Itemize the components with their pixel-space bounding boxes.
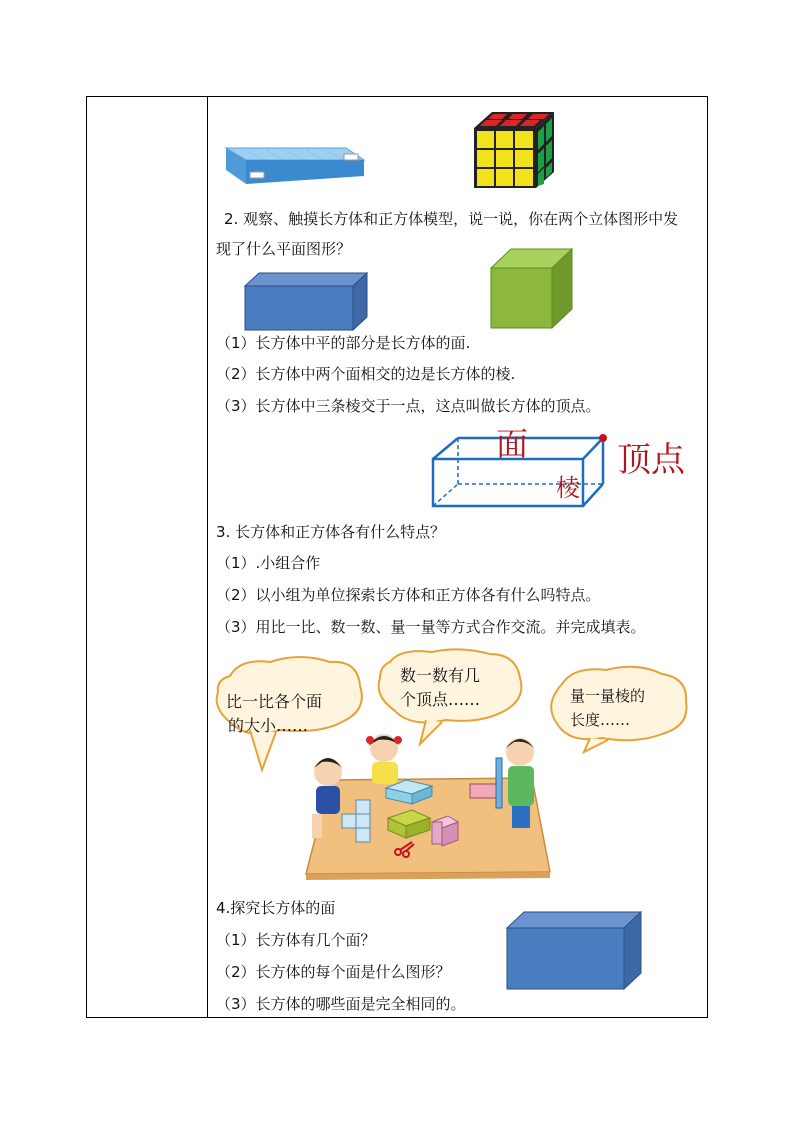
- section4-item-2: （2）长方体的每个面是什么图形？: [216, 963, 451, 981]
- bubble-left-line2: 的大小……: [228, 716, 309, 735]
- cuboid-image: [243, 272, 369, 332]
- section3-item-3: （3）用比一比、数一数、量一量等方式合作交流。并完成填表。: [216, 618, 646, 636]
- bubble-left-line1: 比一比各个面: [226, 692, 323, 711]
- face-label: 面: [496, 425, 529, 463]
- section2-question-line1: 2. 观察、触摸长方体和正方体模型，说一说，你在两个立体图形中发: [224, 210, 679, 228]
- bubble-right-line2: 长度……: [570, 711, 631, 729]
- bubble-right-line1: 量一量棱的: [570, 687, 646, 705]
- mattress-image: [216, 126, 366, 196]
- bubble-middle-line2: 个顶点……: [400, 690, 481, 709]
- section4-title: 4.探究长方体的面: [216, 899, 336, 917]
- edge-label: 棱: [556, 474, 580, 502]
- section3-item-1: （1）.小组合作: [216, 554, 321, 572]
- section2-question-line2: 现了什么平面图形？: [216, 240, 352, 258]
- cuboid-image-2: [505, 911, 643, 991]
- section2-item-2: （2）长方体中两个面相交的边是长方体的棱.: [216, 365, 516, 383]
- section2-item-3: （3）长方体中三条棱交于一点，这点叫做长方体的顶点。: [216, 397, 601, 415]
- left-column: [87, 97, 208, 1017]
- vertex-dot: [599, 434, 607, 442]
- vertex-label: 顶点: [617, 440, 685, 480]
- child-middle: [366, 734, 402, 784]
- section3-question: 3. 长方体和正方体各有什么特点？: [216, 523, 446, 541]
- bubble-middle-line1: 数一数有几: [400, 666, 481, 685]
- section3-item-2: （2）以小组为单位探索长方体和正方体各有什么吗特点。: [216, 586, 601, 604]
- rubiks-cube-image: [474, 110, 554, 190]
- section4-item-3: （3）长方体的哪些面是完全相同的。: [216, 995, 466, 1013]
- section4-item-1: （1）长方体有几个面？: [216, 931, 376, 949]
- section2-item-1: （1）长方体中平的部分是长方体的面.: [216, 334, 471, 352]
- cube-image: [490, 248, 574, 330]
